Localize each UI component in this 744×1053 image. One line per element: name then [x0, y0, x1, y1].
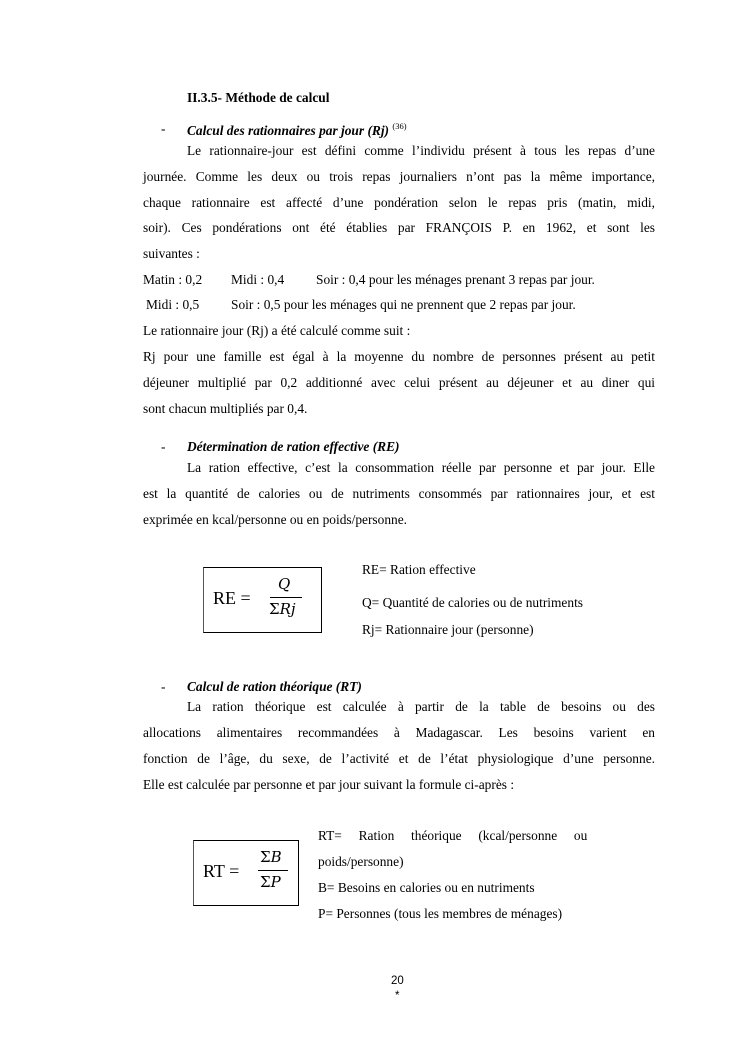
rj-paragraph-line: chaque rationnaire est affecté d’une pondération selon le repas pris (matin, midi, — [143, 195, 655, 210]
rt-sigma-den: Σ — [260, 873, 271, 891]
rt-numerator-var: B — [270, 848, 282, 866]
re-formula-numerator: Q — [278, 575, 291, 593]
re-fraction-bar — [270, 597, 302, 598]
rt-paragraph-line: La ration théorique est calculée à partir de la table de besoins ou des — [187, 699, 655, 714]
rt-paragraph-line: fonction de l’âge, du sexe, de l’activité et de l’état physiologique d’une personne. — [143, 751, 655, 766]
re-sigma: Σ — [269, 600, 280, 618]
rt-formula-lhs: RT = — [203, 861, 240, 881]
page-mark: * — [395, 990, 400, 1002]
page-number: 20 — [391, 975, 404, 987]
rt-formula-denominator — [260, 873, 281, 891]
rj-footnote-ref: (36) — [392, 121, 407, 131]
weight-midi-2: Midi : 0,5 — [146, 297, 200, 312]
weight-soir-3: Soir : 0,4 pour les ménages prenant 3 repas par jour. — [316, 272, 595, 287]
rt-sigma-num: Σ — [260, 848, 271, 866]
rj-paragraph-line: Le rationnaire-jour est défini comme l’individu présent à tous les repas d’une — [187, 143, 655, 158]
rt-paragraph-line: Elle est calculée par personne et par jour suivant la formule ci-après : — [143, 777, 515, 792]
rt-denominator-var: P — [270, 873, 281, 891]
re-paragraph-line: est la quantité de calories ou de nutriments consommés par rationnaires jour, et est — [143, 486, 655, 501]
section-heading: II.3.5- Méthode de calcul — [187, 90, 330, 105]
rt-legend-line: poids/personne) — [318, 854, 404, 869]
rt-legend-line: RT= Ration théorique (kcal/personne ou — [318, 828, 588, 843]
bullet-dash: - — [161, 679, 166, 694]
weight-soir-2: Soir : 0,5 pour les ménages qui ne prennent que 2 repas par jour. — [231, 297, 576, 312]
bullet-dash: - — [161, 121, 166, 136]
rj-paragraph-line: soir). Ces pondérations ont été établies par FRANÇOIS P. en 1962, et sont les — [143, 220, 655, 235]
rj-paragraph-line: suivantes : — [143, 246, 200, 261]
rj-calc-line: Rj pour une famille est égal à la moyenne du nombre de personnes présent au petit — [143, 349, 655, 364]
rt-paragraph-line: allocations alimentaires recommandées à Madagascar. Les besoins varient en — [143, 725, 655, 740]
re-paragraph-line: exprimée en kcal/personne ou en poids/personne. — [143, 512, 408, 527]
rt-heading: Calcul de ration théorique (RT) — [187, 679, 362, 694]
re-heading: Détermination de ration effective (RE) — [187, 439, 400, 454]
re-paragraph-line: La ration effective, c’est la consommation réelle par personne et par jour. Elle — [187, 460, 655, 475]
re-formula-denominator — [269, 600, 296, 618]
rj-heading-text: Calcul des rationnaires par jour (Rj) — [187, 123, 390, 138]
re-legend-line: Q= Quantité de calories ou de nutriments — [362, 595, 583, 610]
rt-legend-line: P= Personnes (tous les membres de ménages) — [318, 906, 563, 921]
rj-paragraph-line: journée. Comme les deux ou trois repas journaliers n’ont pas la même importance, — [143, 169, 655, 184]
re-denominator-var: Rj — [279, 600, 296, 618]
rt-legend-line: B= Besoins en calories ou en nutriments — [318, 880, 535, 895]
re-legend-line: Rj= Rationnaire jour (personne) — [362, 622, 534, 637]
weight-midi-3: Midi : 0,4 — [231, 272, 285, 287]
rt-formula-numerator — [260, 848, 282, 866]
re-formula-lhs: RE = — [213, 588, 251, 608]
rj-heading — [187, 121, 407, 139]
rj-calc-intro: Le rationnaire jour (Rj) a été calculé comme suit : — [143, 323, 411, 338]
bullet-dash: - — [161, 439, 166, 454]
re-legend-line: RE= Ration effective — [362, 562, 476, 577]
re-formula-box — [203, 567, 322, 633]
weight-matin-3: Matin : 0,2 — [143, 272, 203, 287]
rt-formula-box — [193, 840, 299, 906]
rj-calc-line: sont chacun multipliés par 0,4. — [143, 401, 308, 416]
rt-fraction-bar — [258, 870, 288, 871]
rj-calc-line: déjeuner multiplié par 0,2 additionné avec celui présent au déjeuner et au diner qui — [143, 375, 655, 390]
